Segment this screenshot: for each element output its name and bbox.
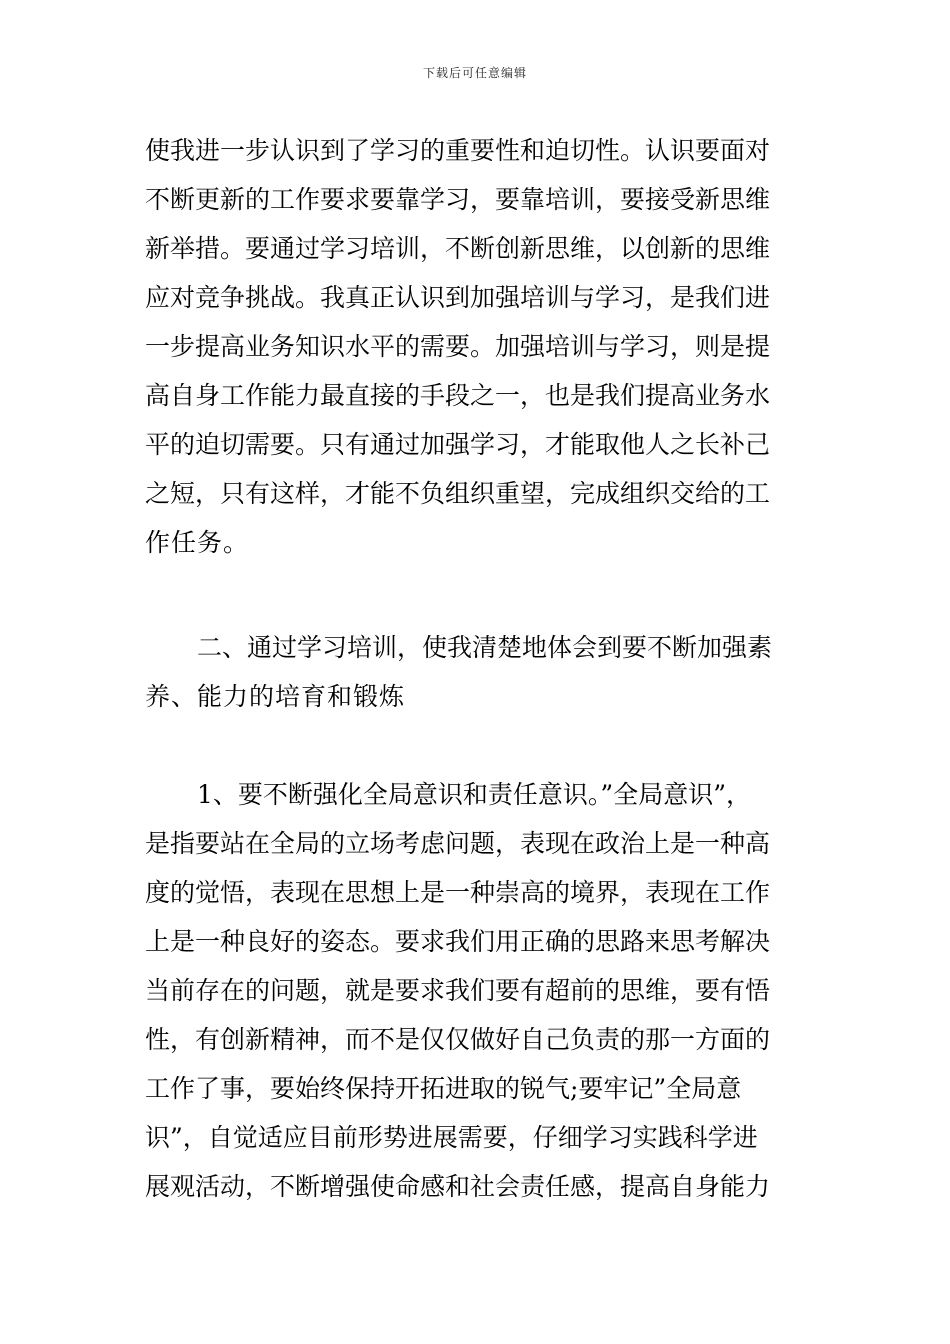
text-line: 性，有创新精神，而不是仅仅做好自己负责的那一方面的 [145,1025,771,1054]
text-line: 作任务。 [145,528,250,557]
text-line: 识”，自觉适应目前形势进展需要，仔细学习实践科学进 [145,1123,758,1152]
header-note: 下载后可任意编辑 [422,66,527,80]
paragraph-1 [145,126,807,567]
text-line: 是指要站在全局的立场考虑问题，表现在政治上是一种高 [145,829,771,858]
text-line: 当前存在的问题，就是要求我们要有超前的思维，要有悟 [145,976,771,1005]
text-line: 使我进一步认识到了学习的重要性和迫切性。认识要面对 [145,136,771,165]
text-line: 展观活动，不断增强使命感和社会责任感，提高自身能力 [145,1172,771,1201]
text-line: 之短，只有这样，才能不负组织重望，完成组织交给的工 [145,479,771,508]
text-line: 二、通过学习培训，使我清楚地体会到要不断加强素 [197,633,773,662]
text-line: 一步提高业务知识水平的需要。加强培训与学习，则是提 [145,332,771,361]
text-line: 新举措。要通过学习培训，不断创新思维，以创新的思维 [145,234,771,263]
text-line: 不断更新的工作要求要靠学习，要靠培训，要接受新思维 [145,185,771,214]
text-line: 工作了事，要始终保持开拓进取的锐气;要牢记”全局意 [145,1074,742,1103]
text-line: 1、要不断强化全局意识和责任意识。”全局意识”， [197,780,751,809]
section-heading [145,623,807,721]
text-line: 平的迫切需要。只有通过加强学习，才能取他人之长补己 [145,430,771,459]
paragraph-3 [145,770,807,1211]
text-line: 度的觉悟，表现在思想上是一种崇高的境界，表现在工作 [145,878,771,907]
text-line: 上是一种良好的姿态。要求我们用正确的思路来思考解决 [145,927,771,956]
text-line: 高自身工作能力最直接的手段之一，也是我们提高业务水 [145,381,771,410]
text-line: 养、能力的培育和锻炼 [145,682,406,711]
text-line: 应对竞争挑战。我真正认识到加强培训与学习，是我们进 [145,283,771,312]
